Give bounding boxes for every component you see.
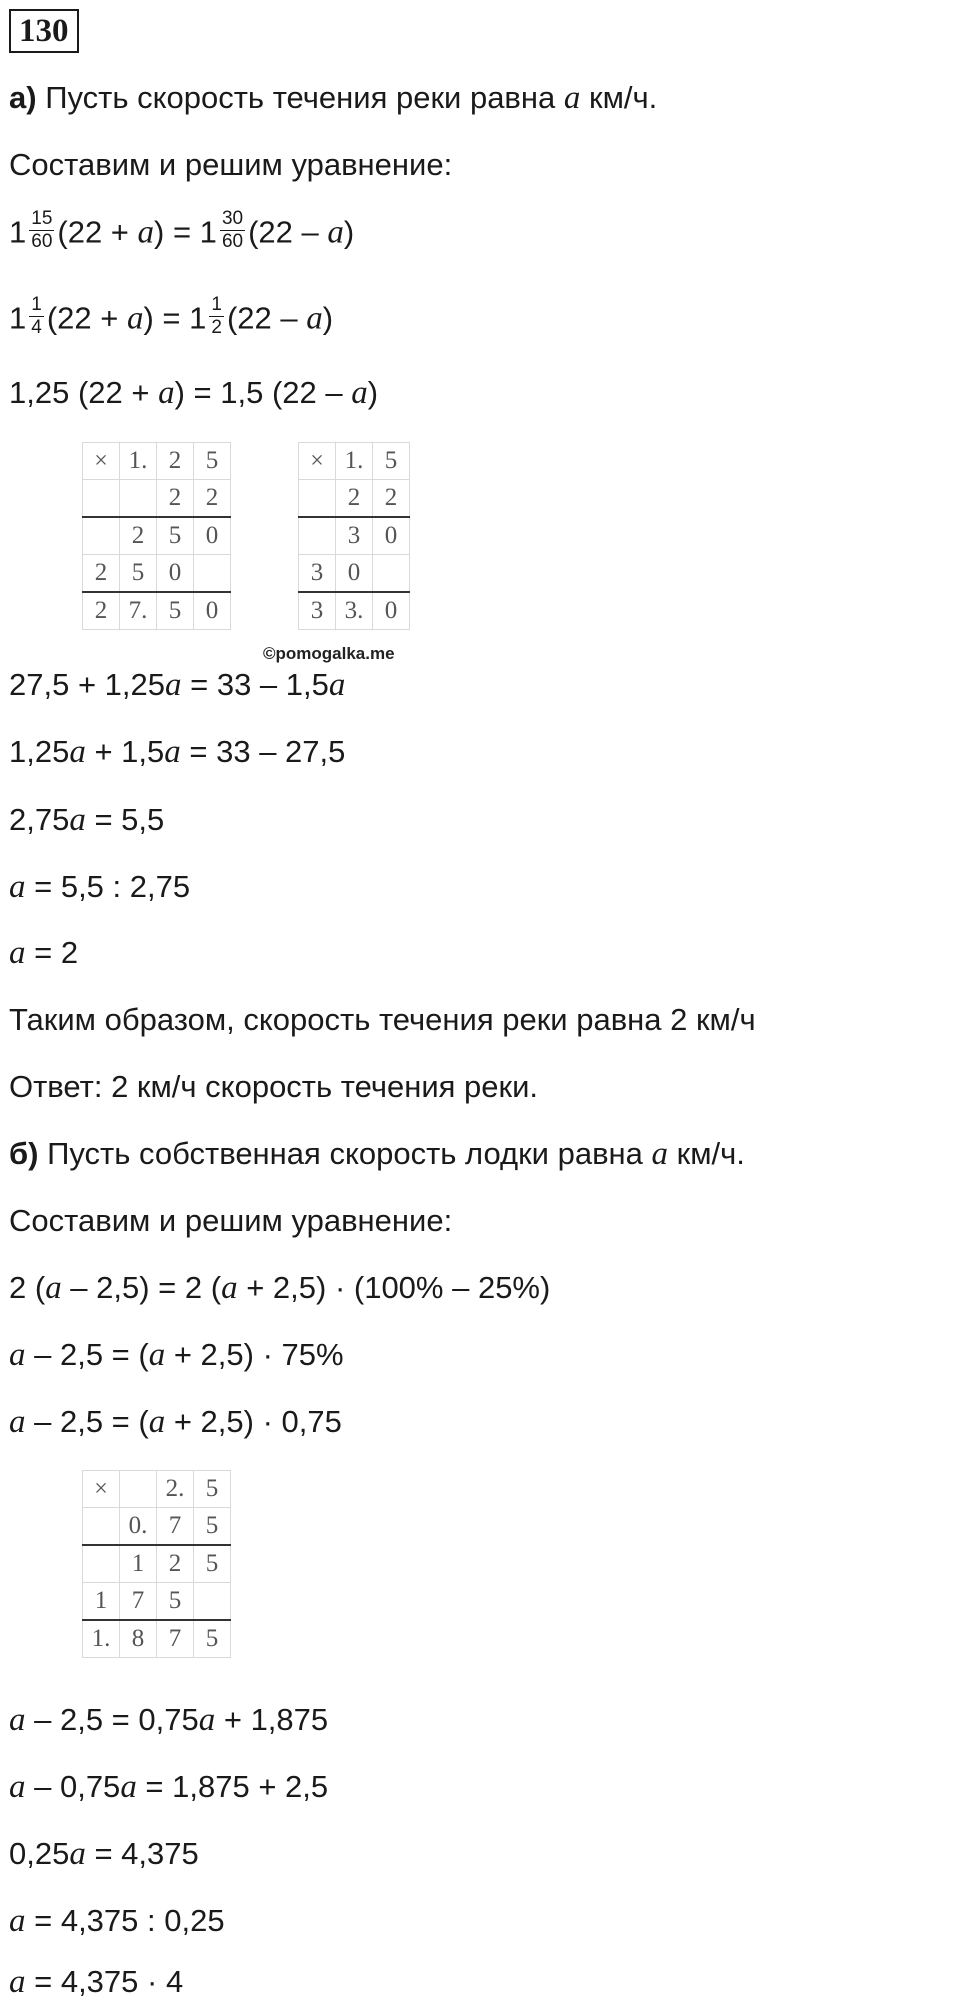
intro-unit: км/ч. bbox=[580, 80, 658, 115]
table-cell: 5 bbox=[194, 1508, 231, 1546]
table-row bbox=[83, 480, 231, 518]
fraction: $\frac{1}{4}$ bbox=[31, 294, 42, 338]
table-cell: 0 bbox=[194, 592, 231, 630]
part-a-compose: Составим и решим уравнение: bbox=[9, 147, 453, 182]
table-cell: 2 bbox=[373, 480, 410, 518]
fraction: $\frac{15}{60}$ bbox=[31, 208, 53, 252]
table-cell: 3. bbox=[336, 592, 373, 630]
table-cell: 0 bbox=[373, 517, 410, 555]
part-b-equation-6: 0,25a = 4,375 bbox=[9, 1836, 199, 1872]
table-cell: 2 bbox=[157, 1545, 194, 1583]
table-cell bbox=[194, 1583, 231, 1621]
table-cell: 1. bbox=[83, 1620, 120, 1658]
table-row bbox=[299, 592, 410, 630]
table-row bbox=[299, 480, 410, 518]
part-a-equation-6: 2,75a = 5,5 bbox=[9, 802, 165, 838]
table-cell bbox=[120, 1471, 157, 1508]
part-a-equation-8: a = 2 bbox=[9, 935, 79, 971]
variable: a bbox=[563, 80, 581, 116]
part-b-marker: б) bbox=[9, 1136, 39, 1171]
table-cell bbox=[120, 480, 157, 518]
table-row bbox=[299, 555, 410, 593]
part-b-equation-3: a – 2,5 = (a + 2,5) · 0,75 bbox=[9, 1404, 342, 1440]
problem-number: 130 bbox=[9, 9, 79, 53]
table-cell bbox=[299, 517, 336, 555]
part-b-intro bbox=[9, 1134, 745, 1174]
table-cell: 0 bbox=[373, 592, 410, 630]
table-cell: 5 bbox=[157, 1583, 194, 1621]
part-a-equation-1: 1 $\frac{15}{60}$ (22 + a) = 1 $\frac{30}{60}$ (22 – a) bbox=[9, 208, 355, 252]
part-a-conclusion: Таким образом, скорость течения реки равна 2 км/ч bbox=[9, 1002, 756, 1037]
part-b-equation-4: a – 2,5 = 0,75a + 1,875 bbox=[9, 1702, 329, 1738]
table-cell: × bbox=[83, 1471, 120, 1508]
table-cell: 2 bbox=[83, 555, 120, 593]
multiplication-table-1-25-by-22 bbox=[82, 442, 231, 630]
table-cell bbox=[299, 480, 336, 518]
table-row bbox=[83, 1508, 231, 1546]
part-a-equation-2: 1 $\frac{1}{4}$ (22 + a) = 1 $\frac{1}{2}$ (22 – a) bbox=[9, 294, 334, 338]
part-a-equation-7: a = 5,5 : 2,75 bbox=[9, 869, 191, 905]
part-a-equation-3: 1,25 (22 + a) = 1,5 (22 – a) bbox=[9, 375, 379, 411]
table-cell: 5 bbox=[194, 1471, 231, 1508]
table-cell bbox=[83, 517, 120, 555]
table-cell: 5 bbox=[194, 443, 231, 480]
table-cell: 1 bbox=[120, 1545, 157, 1583]
table-row bbox=[83, 443, 231, 480]
table-cell: 7 bbox=[157, 1508, 194, 1546]
table-cell: 5 bbox=[157, 592, 194, 630]
part-b-equation-7: a = 4,375 : 0,25 bbox=[9, 1903, 225, 1939]
part-b-compose: Составим и решим уравнение: bbox=[9, 1203, 453, 1238]
table-cell: 3 bbox=[336, 517, 373, 555]
table-cell: 0 bbox=[194, 517, 231, 555]
table-cell bbox=[83, 1508, 120, 1546]
table-row bbox=[299, 443, 410, 480]
table-cell: 7 bbox=[120, 1583, 157, 1621]
intro-unit: км/ч. bbox=[668, 1136, 745, 1171]
part-b-equation-5: a – 0,75a = 1,875 + 2,5 bbox=[9, 1769, 329, 1805]
intro-text: Пусть скорость течения реки равна bbox=[45, 80, 564, 115]
table-cell bbox=[373, 555, 410, 593]
table-cell: 2 bbox=[157, 443, 194, 480]
table-cell: × bbox=[299, 443, 336, 480]
table-cell bbox=[83, 480, 120, 518]
part-a-equation-4: 27,5 + 1,25a = 33 – 1,5a bbox=[9, 667, 346, 703]
part-a-answer: Ответ: 2 км/ч скорость течения реки. bbox=[9, 1069, 539, 1104]
table-cell: × bbox=[83, 443, 120, 480]
fraction: $\frac{30}{60}$ bbox=[221, 208, 244, 252]
table-cell: 5 bbox=[194, 1620, 231, 1658]
table-cell: 2 bbox=[83, 592, 120, 630]
multiplication-table-1-5-by-22 bbox=[298, 442, 410, 630]
part-b-equation-8: a = 4,375 · 4 bbox=[9, 1964, 184, 2000]
watermark: ©pomogalka.me bbox=[263, 644, 395, 663]
table-cell: 2 bbox=[336, 480, 373, 518]
table-cell: 1. bbox=[120, 443, 157, 480]
part-b-equation-1: 2 (a – 2,5) = 2 (a + 2,5) · (100% – 25%) bbox=[9, 1270, 551, 1306]
table-cell: 1. bbox=[336, 443, 373, 480]
table-row bbox=[83, 592, 231, 630]
table-cell: 7 bbox=[157, 1620, 194, 1658]
multiplication-table-2-5-by-0-75 bbox=[82, 1470, 231, 1658]
variable: a bbox=[651, 1136, 669, 1172]
table-row bbox=[83, 1620, 231, 1658]
table-cell: 0. bbox=[120, 1508, 157, 1546]
table-row bbox=[83, 517, 231, 555]
table-row bbox=[83, 1545, 231, 1583]
table-cell: 7. bbox=[120, 592, 157, 630]
table-cell: 8 bbox=[120, 1620, 157, 1658]
intro-text: Пусть собственная скорость лодки равна bbox=[47, 1136, 652, 1171]
part-a-intro bbox=[9, 78, 657, 118]
table-cell: 2. bbox=[157, 1471, 194, 1508]
table-cell: 5 bbox=[373, 443, 410, 480]
part-b-equation-2: a – 2,5 = (a + 2,5) · 75% bbox=[9, 1337, 344, 1373]
table-row bbox=[299, 517, 410, 555]
table-cell: 2 bbox=[157, 480, 194, 518]
fraction: $\frac{1}{2}$ bbox=[211, 294, 222, 338]
table-cell: 0 bbox=[336, 555, 373, 593]
table-cell: 2 bbox=[194, 480, 231, 518]
table-cell: 0 bbox=[157, 555, 194, 593]
table-row bbox=[83, 555, 231, 593]
part-a-equation-5: 1,25a + 1,5a = 33 – 27,5 bbox=[9, 734, 346, 770]
table-cell bbox=[194, 555, 231, 593]
table-cell: 3 bbox=[299, 592, 336, 630]
table-cell: 5 bbox=[194, 1545, 231, 1583]
part-a-marker: а) bbox=[9, 80, 37, 115]
table-cell: 1 bbox=[83, 1583, 120, 1621]
table-cell: 5 bbox=[120, 555, 157, 593]
table-row bbox=[83, 1471, 231, 1508]
table-cell: 5 bbox=[157, 517, 194, 555]
table-cell bbox=[83, 1545, 120, 1583]
table-row bbox=[83, 1583, 231, 1621]
table-cell: 3 bbox=[299, 555, 336, 593]
table-cell: 2 bbox=[120, 517, 157, 555]
